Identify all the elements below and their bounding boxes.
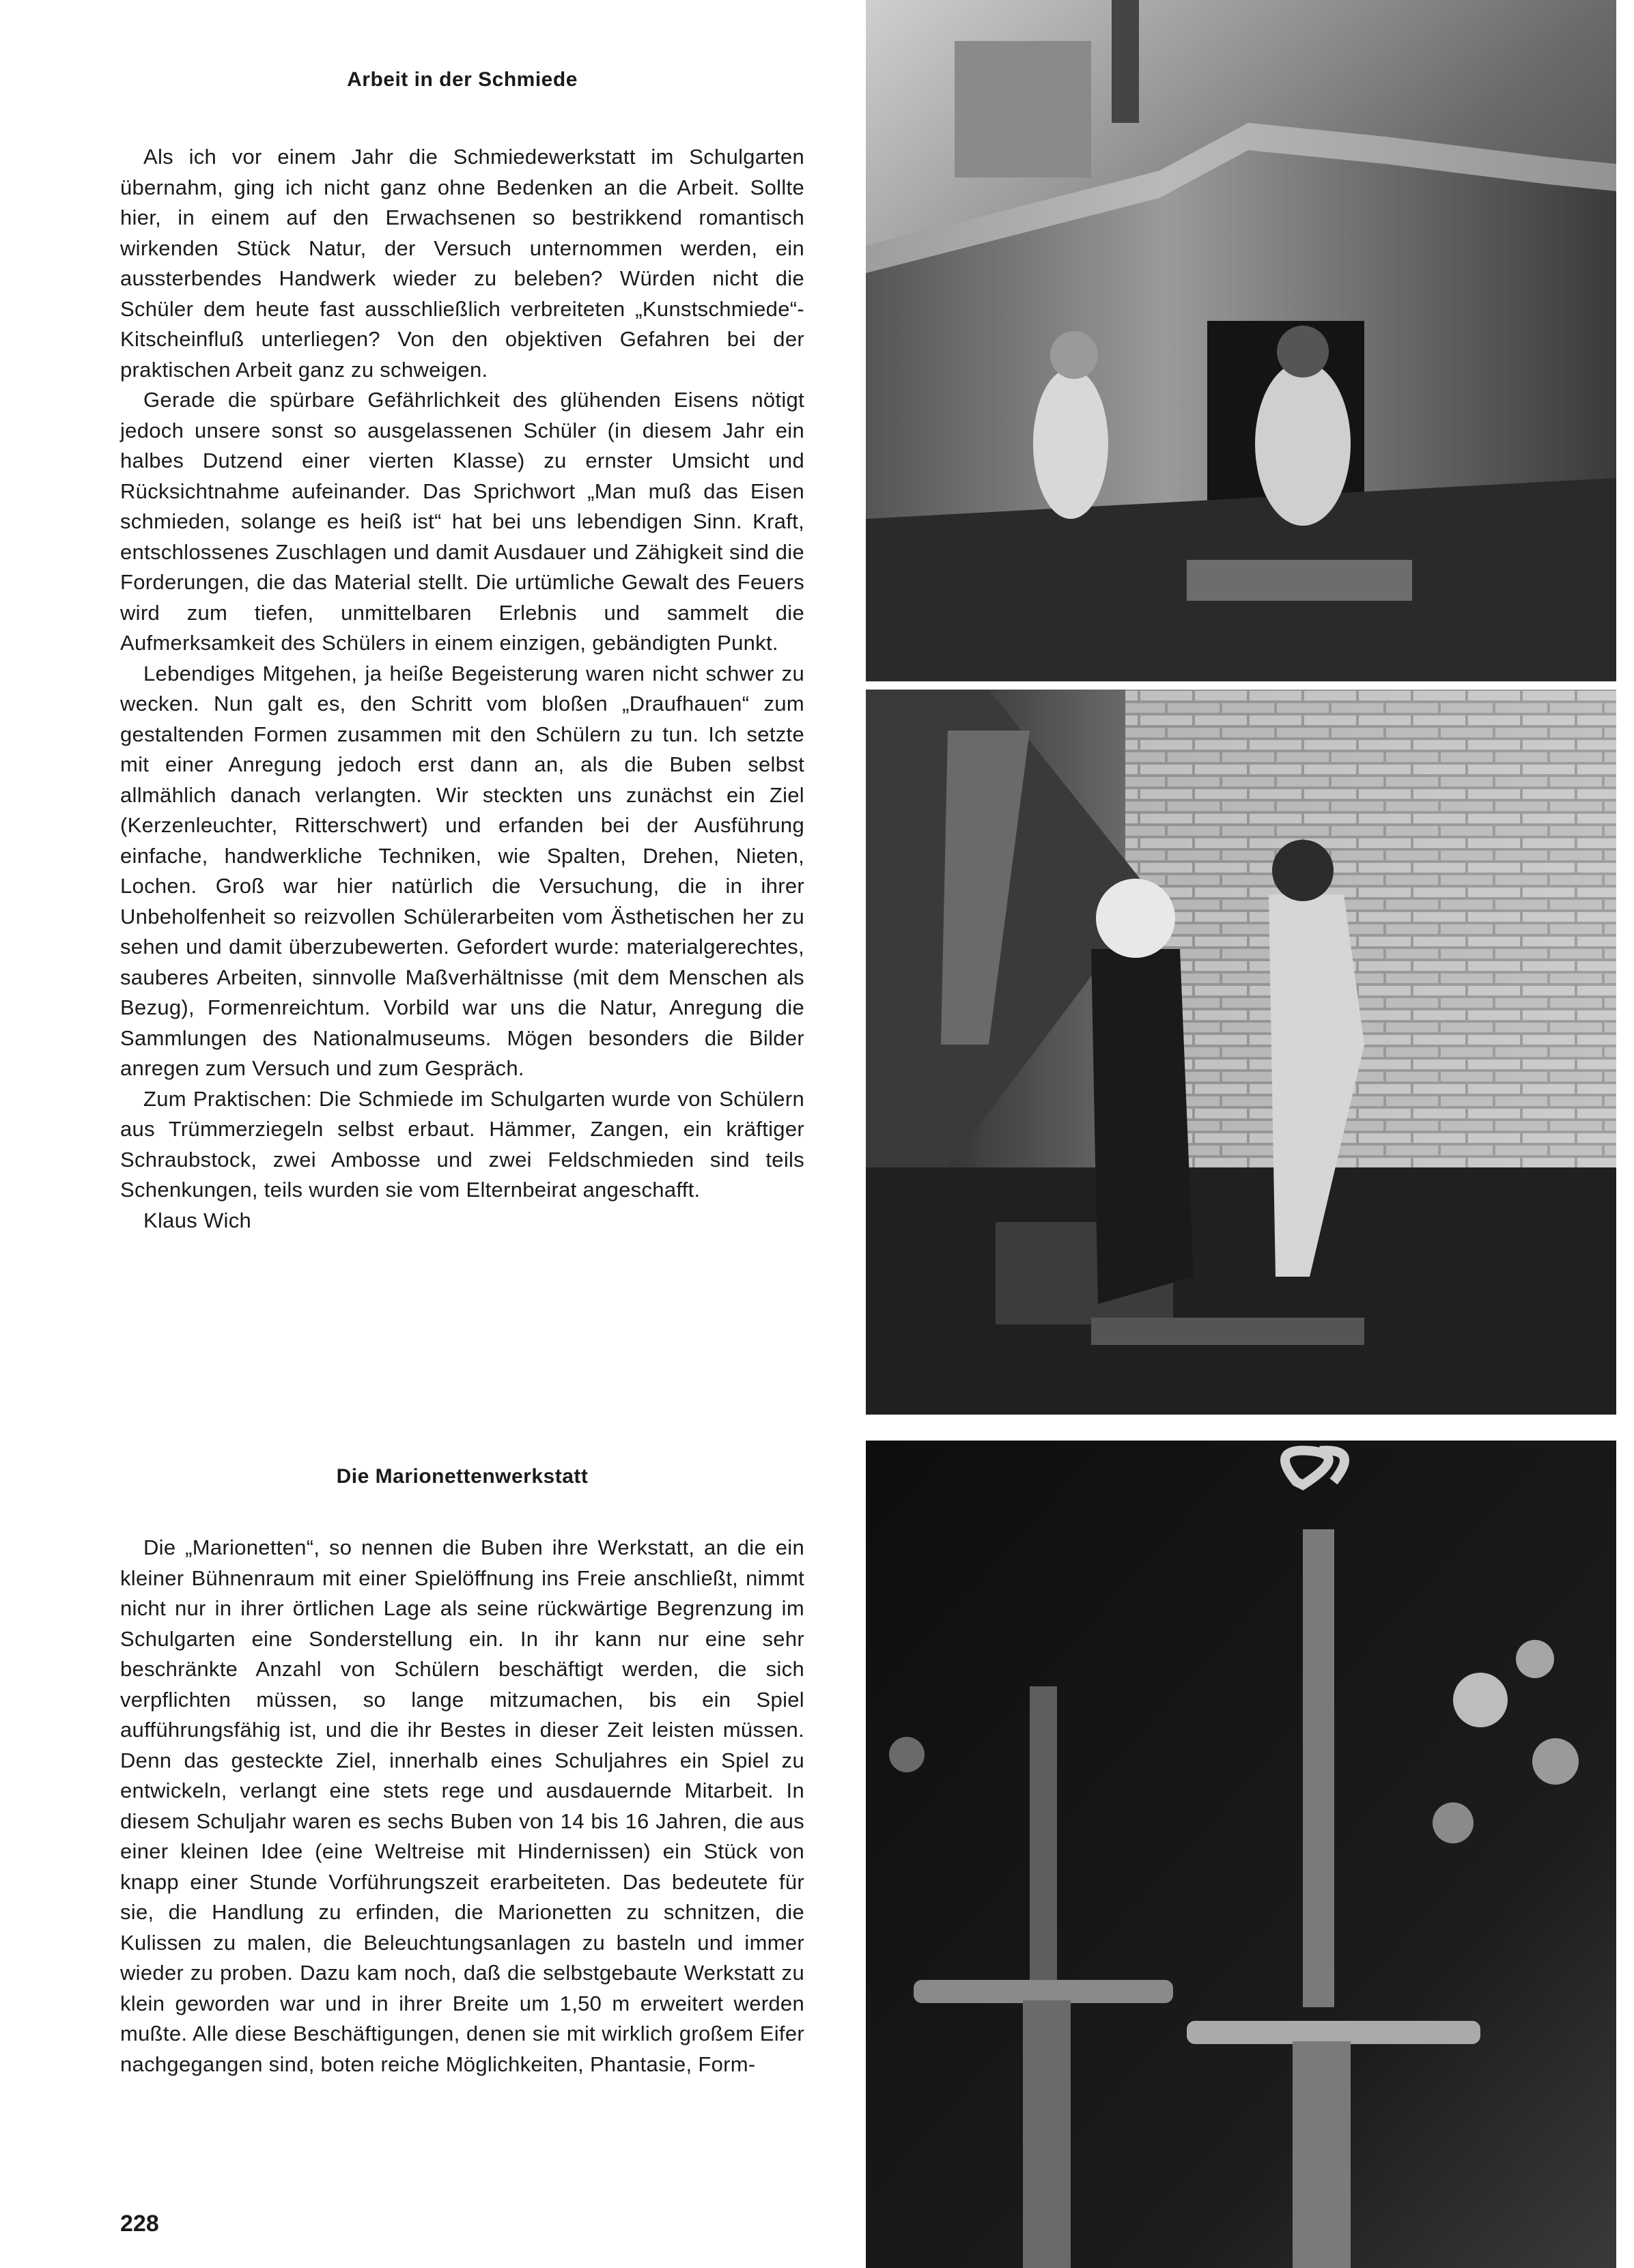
article1-paragraph: Lebendiges Mitgehen, ja heiße Begeisterung waren nicht schwer zu wecken. Nun galt es, den Schritt vom bloßen „Draufhauen“ zum gestaltenden Formen zusammen mit den Schülern zu tun. Ich setzte mit einer Anregung jedoch erst dann an, als die Buben selbst allmählich danach verlangten. Wir steckten uns zunächst ein Ziel (Kerzenleuchter, Ritterschwert) und erfanden bei der Ausführung einfache, handwerkliche Techniken, wie Spalten, Drehen, Nieten, Lochen. Groß war hier natürlich die Versuchung, die in ihrer Unbeholfenheit so reizvollen Schülerarbeiten vom Ästhetischen her zu sehen und damit überzubewerten. Gefordert wurde: materialgerechtes, sauberes Arbeiten, sinnvolle Maßverhältnisse (mit dem Menschen als Bezug), Formenreichtum. Vorbild war uns die Natur, Anregung die Sammlungen des Nationalmuseums. Mögen besonders die Bilder anregen zum Versuch und zum Gespräch. — [120, 661, 804, 1080]
page-number: 228 — [120, 2211, 159, 2237]
article1-paragraph: Zum Praktischen: Die Schmiede im Schulgarten wurde von Schülern aus Trümmerziegeln selbst erbaut. Hämmer, Zangen, ein kräftiger Schraubstock, zwei Ambosse und zwei Feldschmieden sind teils Schenkungen, teils wurden sie vom Elternbeirat angeschafft. — [120, 1086, 804, 1202]
article1-body — [120, 142, 804, 1236]
photo-boys-at-forge — [866, 690, 1616, 1415]
article1-title: Arbeit in der Schmiede — [347, 68, 578, 91]
photo-wrought-swords-image — [866, 1441, 1616, 2268]
article2-body — [120, 1533, 804, 2080]
photo-smithy-building-image — [866, 0, 1616, 681]
photo-smithy-building — [866, 0, 1616, 681]
article1-author: Klaus Wich — [143, 1208, 252, 1232]
article2-title: Die Marionettenwerkstatt — [336, 1465, 589, 1488]
article2-paragraph: Die „Marionetten“, so nennen die Buben ihre Werkstatt, an die ein kleiner Bühnenraum mit einer Spielöffnung ins Freie anschließt, nimmt nicht nur in ihrer örtlichen Lage als seine rückwärtige Begrenzung im Schulgarten eine Sonderstellung ein. In ihr kann nur eine sehr beschränkte Anzahl von Schülern beschäftigt werden, die sich verpflichten müssen, so lange mitzumachen, bis ein Spiel aufführungsfähig ist, und die ihr Bestes in dieser Zeit leisten müssen. Denn das gesteckte Ziel, innerhalb eines Schuljahres ein Spiel zu entwickeln, verlangt eine stets rege und ausdauernde Mitarbeit. In diesem Schuljahr waren es sechs Buben von 14 bis 16 Jahren, die aus einer kleinen Idee (eine Weltreise mit Hindernissen) ein Stück von knapp einer Stunde Vorführungszeit erarbeiteten. Das bedeutete für sie, die Handlung zu erfinden, die Marionetten zu schnitzen, die Kulissen zu malen, die Beleuchtungsanlagen zu basteln und immer wieder zu proben. Dazu kam noch, daß die selbstgebaute Werkstatt zu klein geworden war und in ihrer Breite um 1,50 m erweitert werden mußte. Alle diese Beschäftigungen, denen sie mit wirklich großem Eifer nachgegangen sind, boten reiche Möglichkeiten, Phantasie, Form- — [120, 1535, 804, 2076]
photo-boys-at-forge-image — [866, 690, 1616, 1415]
article1-paragraph: Als ich vor einem Jahr die Schmiedewerkstatt im Schulgarten übernahm, ging ich nicht ganz ohne Bedenken an die Arbeit. Sollte hier, in einem auf den Erwachsenen so bestrikkend romantisch wirkenden Stück Natur, der Versuch unternommen werden, ein aussterbendes Handwerk wieder zu beleben? Würden nicht die Schüler dem heute fast ausschließlich verbreiteten „Kunstschmiede“-Kitscheinfluß unterliegen? Von den objektiven Gefahren bei der praktischen Arbeit ganz zu schweigen. — [120, 145, 804, 382]
photo-wrought-swords — [866, 1441, 1616, 2268]
article1-paragraph: Gerade die spürbare Gefährlichkeit des glühenden Eisens nötigt jedoch unsere sonst so ausgelassenen Schüler (in diesem Jahr ein halbes Dutzend einer vierten Klasse) zu ernster Umsicht und Rücksichtnahme aufeinander. Das Sprichwort „Man muß das Eisen schmieden, solange es heiß ist“ hat bei uns lebendigen Sinn. Kraft, entschlossenes Zuschlagen und damit Ausdauer und Zähigkeit sind die Forderungen, die das Material stellt. Die urtümliche Gewalt des Feuers wird zum tiefen, unmittelbaren Erlebnis und sammelt die Aufmerksamkeit des Schülers in einem einzigen, gebändigten Punkt. — [120, 388, 804, 655]
